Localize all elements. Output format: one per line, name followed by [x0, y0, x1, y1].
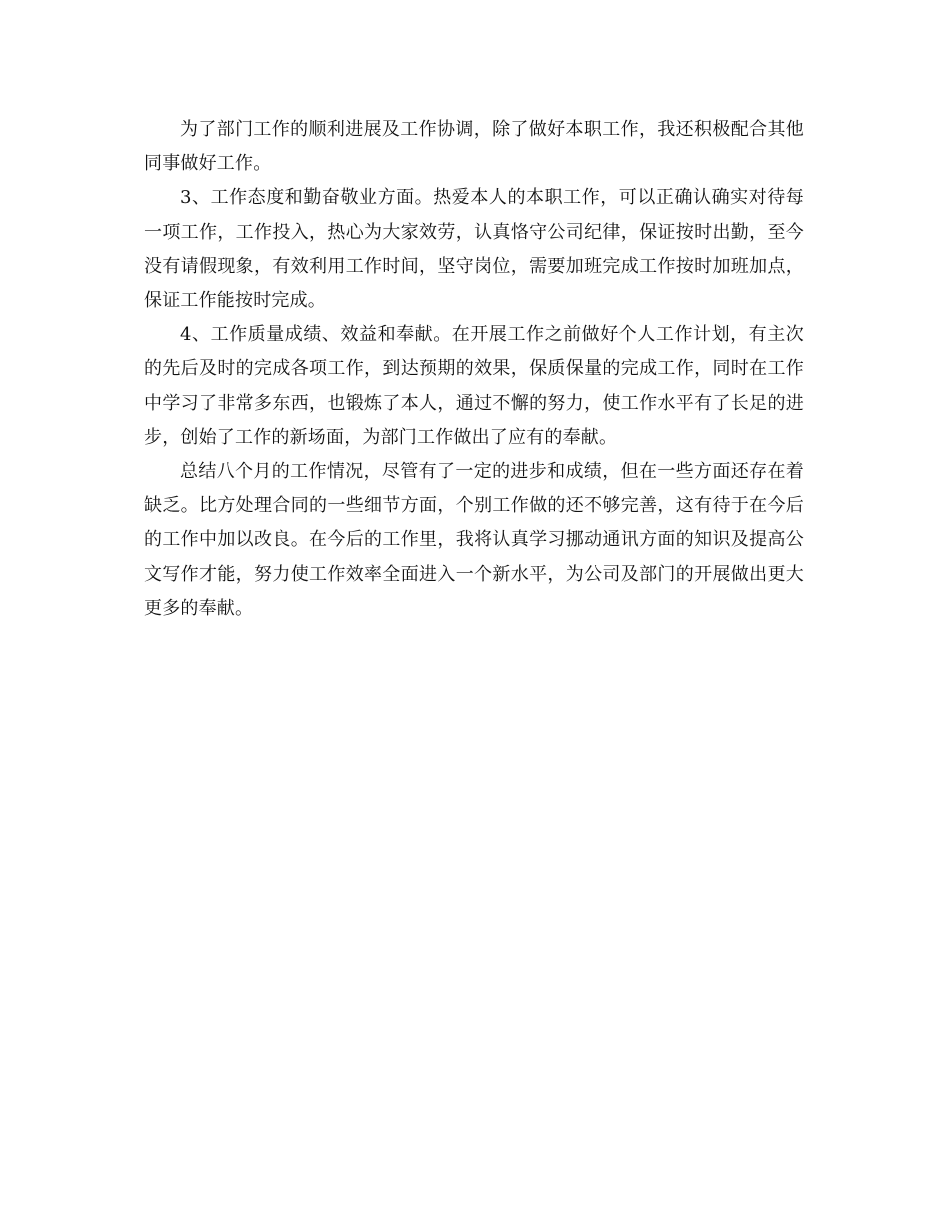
- paragraph-work-quality: 4、工作质量成绩、效益和奉献。在开展工作之前做好个人工作计划，有主次的先后及时的完成各项工作，到达预期的效果，保质保量的完成工作，同时在工作中学习了非常多东西，也锻炼了本人，通过不懈的努力，使工作水平有了长足的进步，创始了工作的新场面，为部门工作做出了应有的奉献。: [144, 324, 804, 448]
- paragraph-cooperation: 为了部门工作的顺利进展及工作协调，除了做好本职工作，我还积极配合其他同事做好工作。: [144, 119, 804, 175]
- paragraph-summary: 总结八个月的工作情况，尽管有了一定的进步和成绩，但在一些方面还存在着缺乏。比方处理合同的一些细节方面，个别工作做的还不够完善，这有待于在今后的工作中加以改良。在今后的工作里，我将认真学习挪动通讯方面的知识及提高公文写作才能，努力使工作效率全面进入一个新水平，为公司及部门的开展做出更大更多的奉献。: [144, 461, 804, 619]
- paragraph-work-attitude: 3、工作态度和勤奋敬业方面。热爱本人的本职工作，可以正确认确实对待每一项工作，工作投入，热心为大家效劳，认真恪守公司纪律，保证按时出勤，至今没有请假现象，有效利用工作时间，坚守岗位，需要加班完成工作按时加班加点，保证工作能按时完成。: [144, 187, 804, 312]
- document-body: [144, 113, 804, 626]
